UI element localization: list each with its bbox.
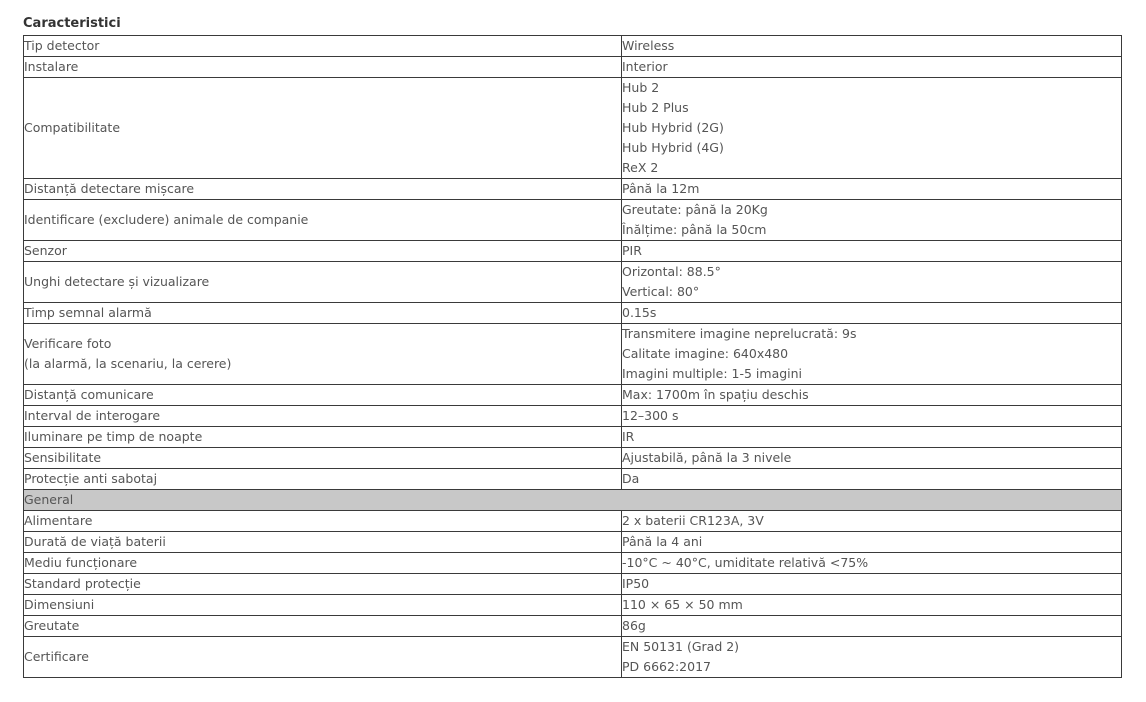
- spec-value: Orizontal: 88.5°: [622, 264, 721, 279]
- spec-value-cell: [622, 36, 1122, 57]
- spec-value-cell: [622, 595, 1122, 616]
- spec-value: 0.15s: [622, 305, 657, 320]
- spec-row: [24, 469, 1122, 490]
- spec-row: [24, 406, 1122, 427]
- spec-row: [24, 616, 1122, 637]
- spec-value-cell: [622, 469, 1122, 490]
- spec-label-cell: [24, 427, 622, 448]
- spec-label-cell: [24, 385, 622, 406]
- spec-value: Da: [622, 471, 640, 486]
- spec-value: Interior: [622, 59, 668, 74]
- spec-value: Wireless: [622, 38, 675, 53]
- spec-label-cell: [24, 36, 622, 57]
- spec-label: Standard protecție: [24, 576, 141, 591]
- spec-value: 12–300 s: [622, 408, 679, 423]
- spec-value-cell: [622, 427, 1122, 448]
- specifications-table: [23, 35, 1122, 678]
- spec-row: [24, 448, 1122, 469]
- spec-label: Senzor: [24, 243, 67, 258]
- spec-label-cell: [24, 469, 622, 490]
- spec-value: Hub 2 Plus: [622, 100, 689, 115]
- spec-label: Timp semnal alarmă: [24, 305, 152, 320]
- spec-row: [24, 637, 1122, 678]
- spec-value: Până la 4 ani: [622, 534, 703, 549]
- spec-value-cell: [622, 385, 1122, 406]
- spec-label: Unghi detectare și vizualizare: [24, 274, 210, 289]
- spec-label-cell: [24, 532, 622, 553]
- spec-label: Mediu funcționare: [24, 555, 138, 570]
- spec-value-cell: [622, 324, 1122, 385]
- spec-row: [24, 595, 1122, 616]
- spec-label: Distanță detectare mișcare: [24, 181, 195, 196]
- spec-value-cell: [622, 241, 1122, 262]
- spec-row: [24, 241, 1122, 262]
- spec-value: ReX 2: [622, 160, 659, 175]
- spec-row: [24, 574, 1122, 595]
- group-header-row: [24, 490, 1122, 511]
- spec-value: IP50: [622, 576, 650, 591]
- spec-value: Imagini multiple: 1-5 imagini: [622, 366, 803, 381]
- spec-value: EN 50131 (Grad 2): [622, 639, 740, 654]
- spec-value: PD 6662:2017: [622, 659, 711, 674]
- spec-label-cell: [24, 57, 622, 78]
- spec-label: Verificare foto: [24, 336, 112, 351]
- spec-label: Interval de interogare: [24, 408, 161, 423]
- spec-value-cell: [622, 553, 1122, 574]
- spec-value-cell: [622, 303, 1122, 324]
- spec-value-cell: [622, 637, 1122, 678]
- spec-label-cell: [24, 511, 622, 532]
- spec-value-cell: [622, 78, 1122, 179]
- specifications-table-body: [24, 36, 1122, 678]
- spec-label-cell: [24, 448, 622, 469]
- spec-value: 2 x baterii CR123A, 3V: [622, 513, 764, 528]
- spec-value-cell: [622, 179, 1122, 200]
- spec-label-cell: [24, 553, 622, 574]
- spec-label: Certificare: [24, 649, 89, 664]
- spec-row: [24, 303, 1122, 324]
- spec-label: Iluminare pe timp de noapte: [24, 429, 203, 444]
- spec-row: [24, 262, 1122, 303]
- group-header-label: General: [24, 492, 74, 507]
- spec-label-cell: [24, 616, 622, 637]
- spec-value: Până la 12m: [622, 181, 700, 196]
- spec-label-cell: [24, 78, 622, 179]
- spec-value-cell: [622, 57, 1122, 78]
- spec-label-cell: [24, 574, 622, 595]
- spec-value: 86g: [622, 618, 646, 633]
- spec-value-cell: [622, 616, 1122, 637]
- spec-value: Calitate imagine: 640x480: [622, 346, 789, 361]
- spec-value: PIR: [622, 243, 642, 258]
- spec-value-cell: [622, 511, 1122, 532]
- spec-value-cell: [622, 574, 1122, 595]
- spec-value: Înălțime: până la 50cm: [622, 222, 767, 237]
- spec-value-cell: [622, 406, 1122, 427]
- spec-row: [24, 511, 1122, 532]
- spec-label: Durată de viață baterii: [24, 534, 166, 549]
- spec-label: Instalare: [24, 59, 79, 74]
- spec-value-cell: [622, 200, 1122, 241]
- group-header-cell: [24, 490, 1122, 511]
- spec-value: 110 × 65 × 50 mm: [622, 597, 743, 612]
- spec-label-cell: [24, 303, 622, 324]
- spec-label-cell: [24, 262, 622, 303]
- spec-row: [24, 200, 1122, 241]
- spec-row: [24, 57, 1122, 78]
- spec-label: Distanță comunicare: [24, 387, 154, 402]
- spec-row: [24, 532, 1122, 553]
- spec-value: Hub Hybrid (2G): [622, 120, 724, 135]
- spec-row: [24, 36, 1122, 57]
- spec-row: [24, 553, 1122, 574]
- spec-value: IR: [622, 429, 635, 444]
- spec-row: [24, 385, 1122, 406]
- spec-value: -10°C ~ 40°C, umiditate relativă <75%: [622, 555, 869, 570]
- spec-label: Alimentare: [24, 513, 93, 528]
- spec-label-cell: [24, 200, 622, 241]
- spec-row: [24, 78, 1122, 179]
- spec-label: Identificare (excludere) animale de companie: [24, 212, 309, 227]
- spec-label: Compatibilitate: [24, 120, 121, 135]
- spec-label: Protecție anti sabotaj: [24, 471, 158, 486]
- spec-row: [24, 427, 1122, 448]
- spec-row: [24, 179, 1122, 200]
- spec-label-cell: [24, 324, 622, 385]
- spec-value: Hub 2: [622, 80, 660, 95]
- spec-label-cell: [24, 406, 622, 427]
- spec-value: Hub Hybrid (4G): [622, 140, 724, 155]
- spec-label: Greutate: [24, 618, 80, 633]
- spec-value: Vertical: 80°: [622, 284, 700, 299]
- specifications-section: [23, 14, 1121, 678]
- spec-label-cell: [24, 241, 622, 262]
- spec-label: (la alarmă, la scenariu, la cerere): [24, 356, 232, 371]
- spec-label-cell: [24, 637, 622, 678]
- spec-value: Greutate: până la 20Kg: [622, 202, 768, 217]
- spec-row: [24, 324, 1122, 385]
- spec-value: Max: 1700m în spațiu deschis: [622, 387, 809, 402]
- spec-value: Transmitere imagine neprelucrată: 9s: [622, 326, 857, 341]
- spec-label: Tip detector: [24, 38, 100, 53]
- spec-label-cell: [24, 595, 622, 616]
- spec-value: Ajustabilă, până la 3 nivele: [622, 450, 792, 465]
- spec-label: Dimensiuni: [24, 597, 95, 612]
- section-heading: Caracteristici: [23, 16, 121, 31]
- spec-label: Sensibilitate: [24, 450, 102, 465]
- spec-value-cell: [622, 448, 1122, 469]
- spec-value-cell: [622, 532, 1122, 553]
- spec-value-cell: [622, 262, 1122, 303]
- spec-label-cell: [24, 179, 622, 200]
